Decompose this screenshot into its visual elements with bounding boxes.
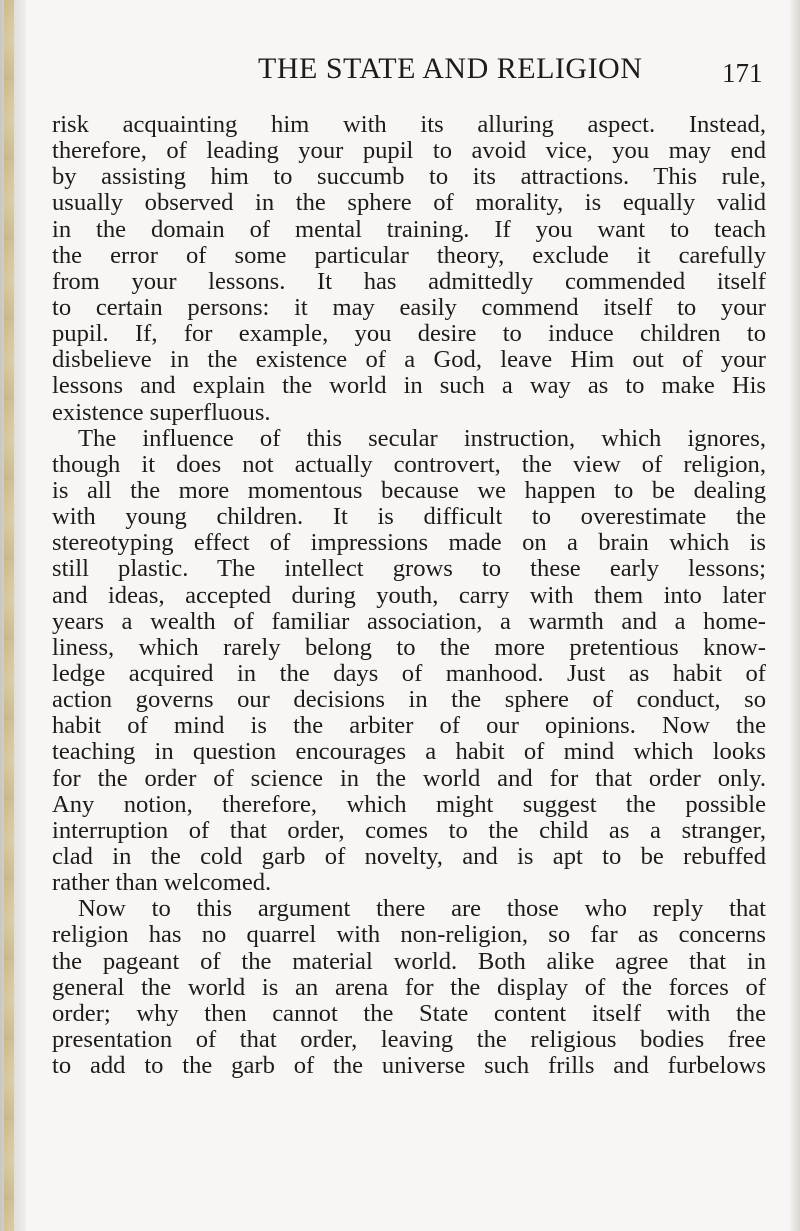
text-line: the pageant of the material world. Both alike agree that in <box>52 947 766 975</box>
text-line: still plastic. The intellect grows to these early lessons; <box>52 555 766 583</box>
text-line: general the world is an arena for the display of the forces of <box>52 973 766 1001</box>
text-line: Any notion, therefore, which might suggest the possible <box>52 790 766 818</box>
paragraph-start-line: The influence of this secular instruction, which ignores, <box>78 424 766 452</box>
text-line: interruption of that order, comes to the child as a stranger, <box>52 816 766 844</box>
text-line: the error of some particular theory, exclude it carefully <box>52 241 766 269</box>
text-line: liness, which rarely belong to the more pretentious know- <box>52 633 766 661</box>
text-line: stereotyping effect of impressions made on a brain which is <box>52 529 766 557</box>
running-head <box>0 52 800 92</box>
text-line: therefore, of leading your pupil to avoid vice, you may end <box>52 137 766 165</box>
text-line: by assisting him to succumb to its attractions. This rule, <box>52 163 766 191</box>
text-line: action governs our decisions in the sphere of conduct, so <box>52 686 766 714</box>
text-line: presentation of that order, leaving the religious bodies free <box>52 1025 766 1053</box>
text-line: and ideas, accepted during youth, carry with them into later <box>52 581 766 609</box>
text-line: from your lessons. It has admittedly commended itself <box>52 267 766 295</box>
text-line: to certain persons: it may easily commend itself to your <box>52 293 766 321</box>
running-title: THE STATE AND RELIGION <box>258 52 643 85</box>
paragraph-start-line: Now to this argument there are those who reply that <box>78 895 766 923</box>
text-line: clad in the cold garb of novelty, and is apt to be rebuffed <box>52 842 766 870</box>
text-line: habit of mind is the arbiter of our opinions. Now the <box>52 712 766 740</box>
text-line: pupil. If, for example, you desire to induce children to <box>52 320 766 348</box>
paragraph-end-line: existence superfluous. <box>52 398 271 426</box>
page-edge <box>790 0 800 1231</box>
text-line: teaching in question encourages a habit of mind which looks <box>52 738 766 766</box>
binding-edge <box>4 0 14 1231</box>
paragraph-end-line: rather than welcomed. <box>52 869 272 897</box>
body-text <box>52 112 766 1079</box>
text-line: usually observed in the sphere of morality, is equally valid <box>52 189 766 217</box>
text-line: years a wealth of familiar association, a warmth and a home- <box>52 607 766 635</box>
text-line: is all the more momentous because we happen to be dealing <box>52 476 766 504</box>
text-line: risk acquainting him with its alluring aspect. Instead, <box>52 111 766 138</box>
text-line: religion has no quarrel with non-religion, so far as concerns <box>52 921 766 949</box>
text-line: ledge acquired in the days of manhood. Just as habit of <box>52 659 766 687</box>
page-number: 171 <box>722 58 763 88</box>
text-line: lessons and explain the world in such a way as to make His <box>52 372 766 400</box>
text-line: with young children. It is difficult to overestimate the <box>52 503 766 531</box>
text-line: though it does not actually controvert, the view of religion, <box>52 450 766 478</box>
text-line: disbelieve in the existence of a God, leave Him out of your <box>52 346 766 374</box>
text-line: order; why then cannot the State content itself with the <box>52 999 766 1027</box>
text-line: for the order of science in the world and for that order only. <box>52 764 766 792</box>
text-line: to add to the garb of the universe such frills and furbelows <box>52 1052 766 1080</box>
text-line: in the domain of mental training. If you want to teach <box>52 215 766 243</box>
